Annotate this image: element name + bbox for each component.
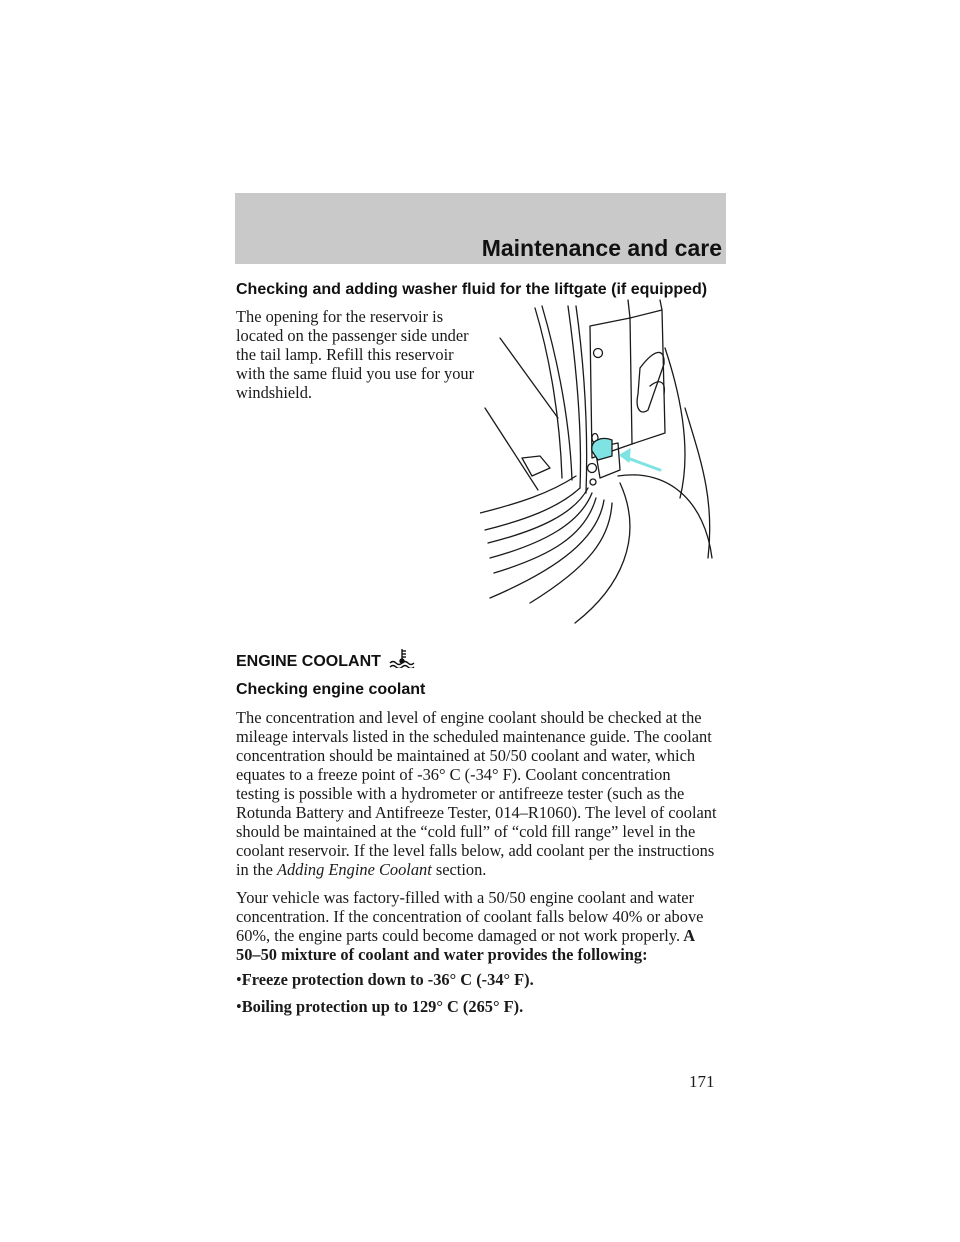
bullet-text: Boiling protection up to 129° C (265° F). <box>241 997 524 1016</box>
text-line-suffix: section. <box>431 860 487 879</box>
section-title: Maintenance and care <box>481 235 722 261</box>
bullet-marker: • <box>236 997 242 1016</box>
bullet-freeze-protection <box>236 970 534 989</box>
bullet-boiling-protection <box>236 997 523 1016</box>
coolant-paragraph-2 <box>236 888 703 964</box>
text-line-prefix: in the <box>236 860 277 879</box>
bullet-text: Freeze protection down to -36° C (-34° F). <box>241 970 534 989</box>
text-line: concentration. If the concentration of coolant falls below 40% or above <box>236 907 704 926</box>
coolant-paragraph-1 <box>236 708 717 879</box>
text-line: equates to a freeze point of -36° C (-34° F). Coolant concentration <box>236 765 671 784</box>
header-band <box>235 193 726 264</box>
text-line: the tail lamp. Refill this reservoir <box>236 345 454 364</box>
text-line: should be maintained at the “cold full” of “cold fill range” level in the <box>236 822 696 841</box>
text-line: mileage intervals listed in the scheduled maintenance guide. The coolant <box>236 727 712 746</box>
bullet-marker: • <box>236 970 242 989</box>
text-line: The concentration and level of engine coolant should be checked at the <box>236 708 702 727</box>
page-number: 171 <box>689 1072 715 1091</box>
bold-text: A <box>680 926 696 945</box>
text-line: The opening for the reservoir is <box>236 307 444 326</box>
text-line: Your vehicle was factory-filled with a 50/50 engine coolant and water <box>236 888 695 907</box>
washer-fluid-paragraph <box>236 307 474 402</box>
text-line: Rotunda Battery and Antifreeze Tester, 014–R1060). The level of coolant <box>236 803 717 822</box>
text-line: 60%, the engine parts could become damaged or not work properly. <box>236 926 681 945</box>
text-line: concentration should be maintained at 50/50 coolant and water, which <box>236 746 696 765</box>
coolant-temperature-icon <box>389 648 415 668</box>
engine-coolant-heading <box>236 648 415 671</box>
adding-coolant-reference: Adding Engine Coolant <box>276 860 432 879</box>
text-line: coolant reservoir. If the level falls below, add coolant per the instructions <box>236 841 715 860</box>
liftgate-reservoir-illustration <box>480 298 725 628</box>
engine-coolant-heading-text: ENGINE COOLANT <box>236 653 381 670</box>
checking-coolant-subheading: Checking engine coolant <box>236 681 426 698</box>
washer-fluid-heading: Checking and adding washer fluid for the liftgate (if equipped) <box>236 281 708 298</box>
bold-text: 50–50 mixture of coolant and water provides the following: <box>236 945 648 964</box>
text-line: located on the passenger side under <box>236 326 469 345</box>
text-line: with the same fluid you use for your <box>236 364 475 383</box>
text-line: testing is possible with a hydrometer or antifreeze tester (such as the <box>236 784 685 803</box>
text-line: windshield. <box>236 383 313 402</box>
